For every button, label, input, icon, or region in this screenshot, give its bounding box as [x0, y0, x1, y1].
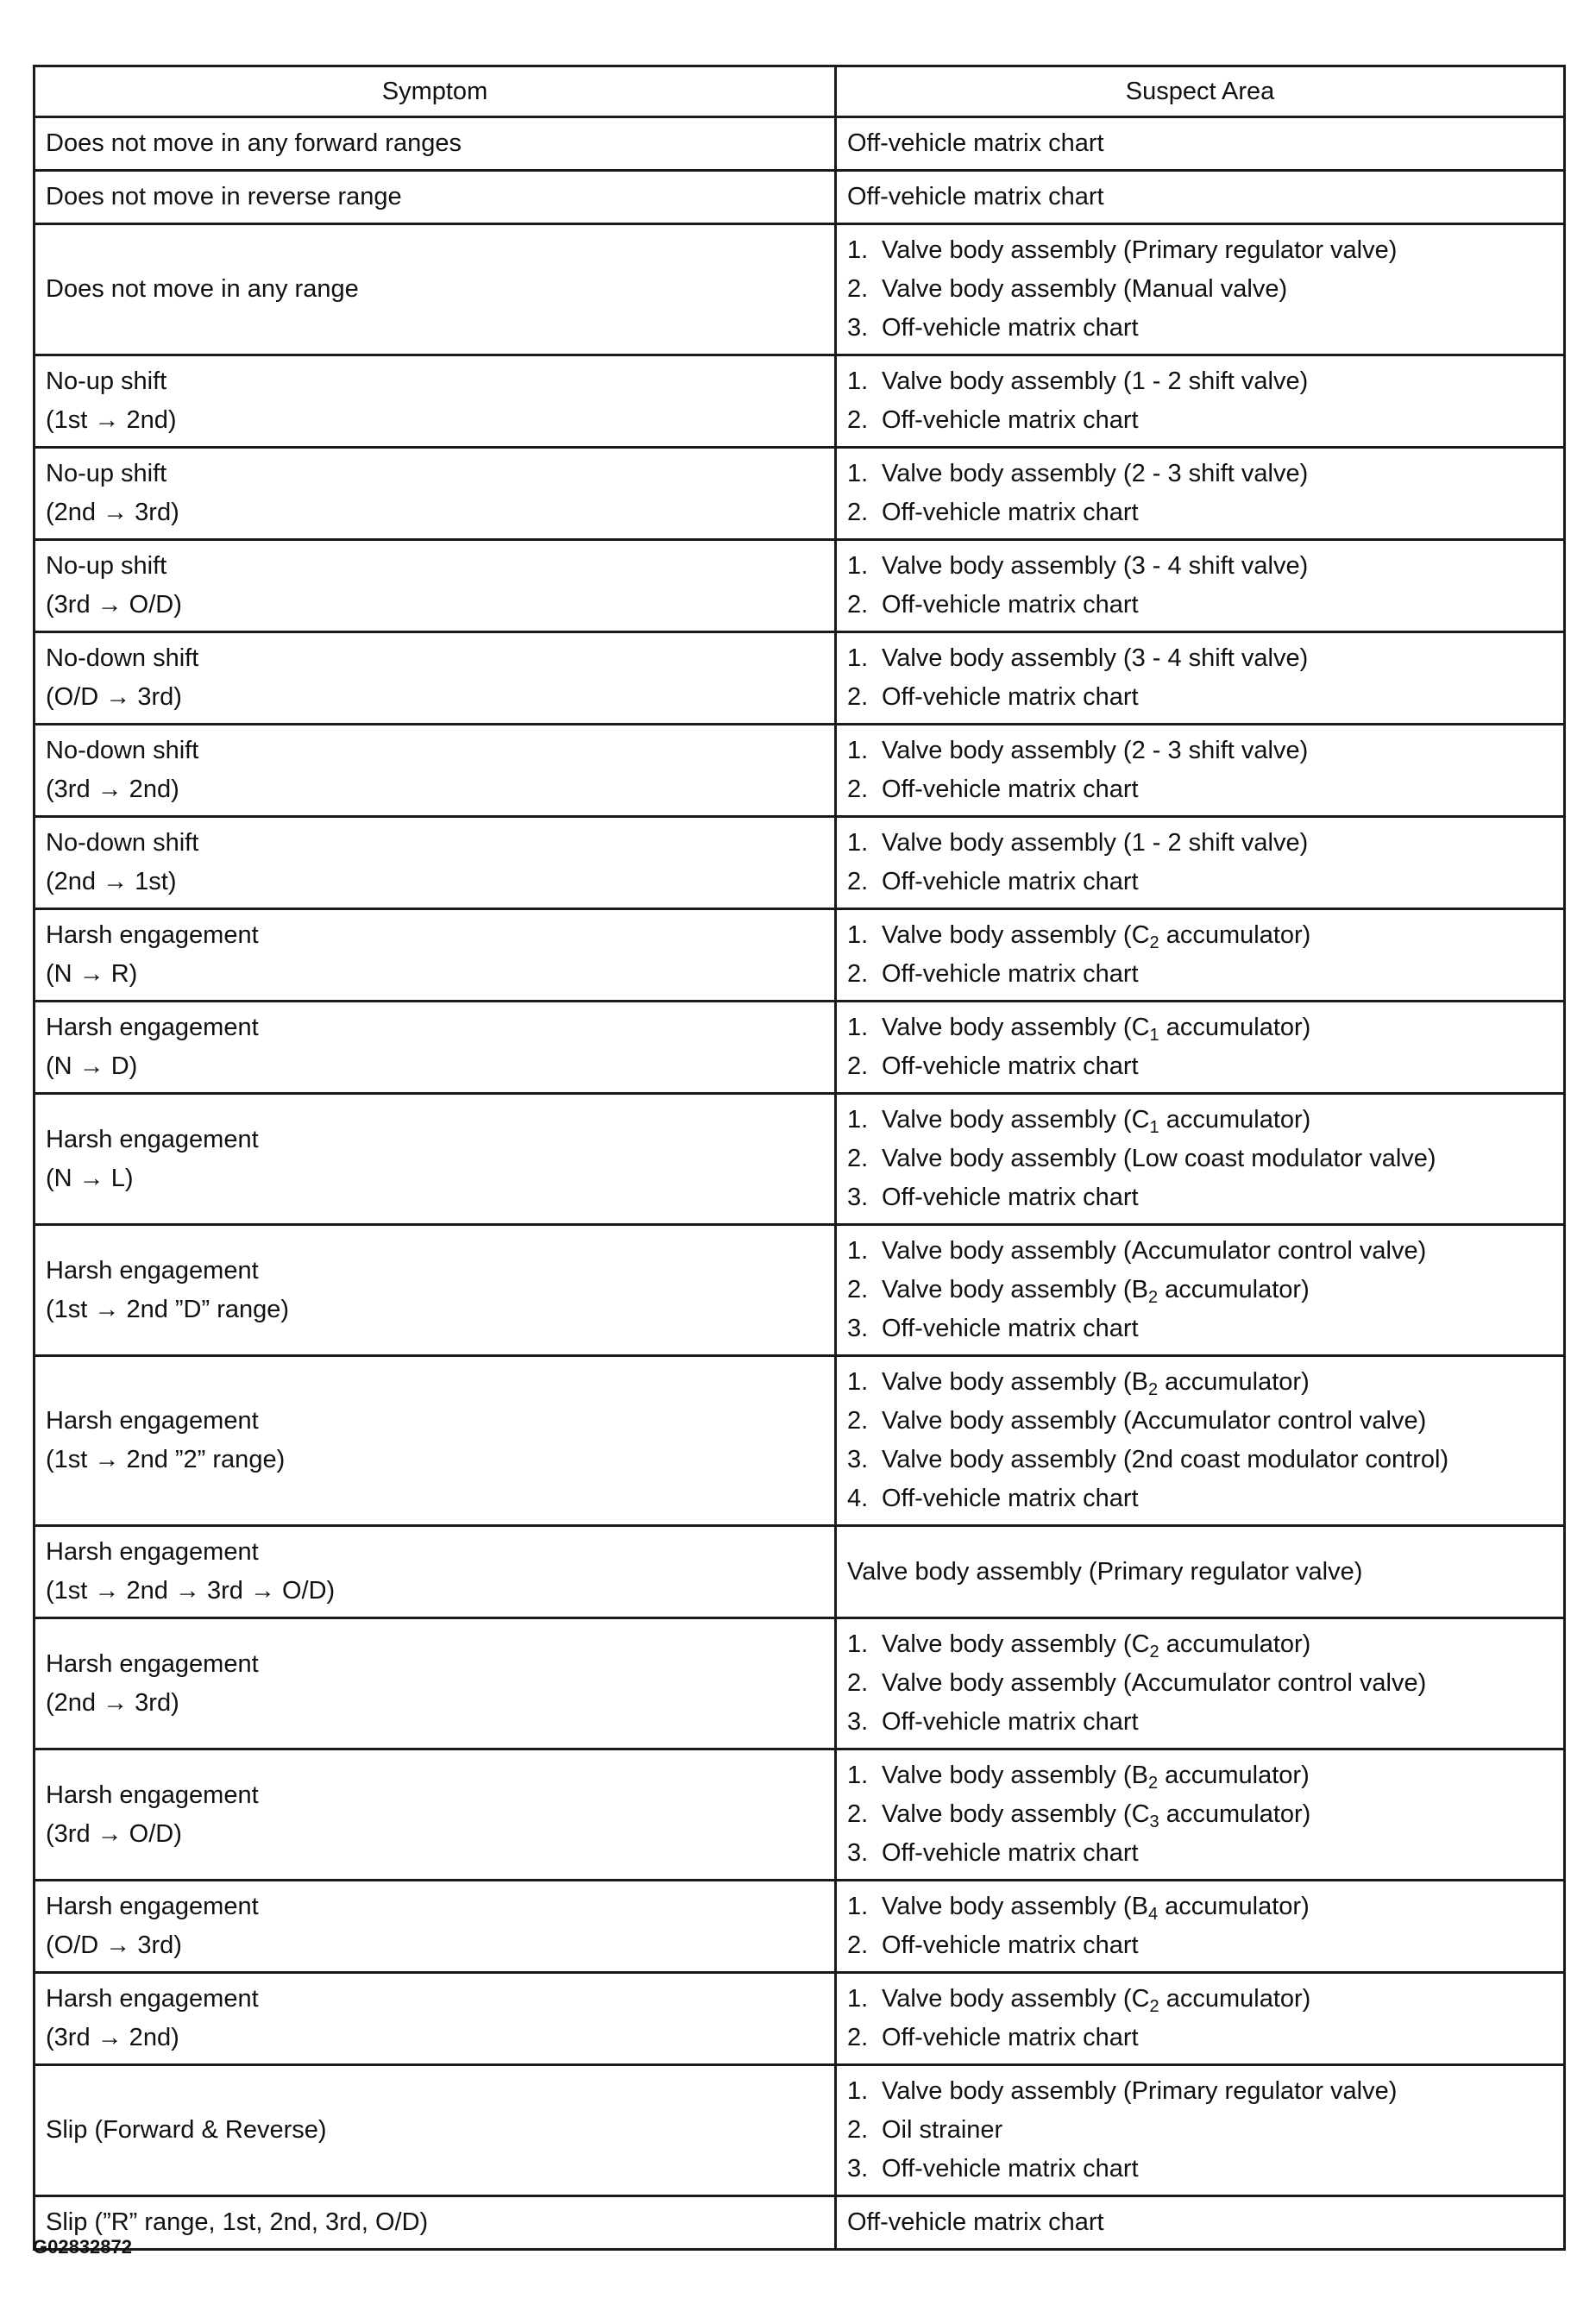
suspect-line	[847, 231, 1553, 270]
table-row	[35, 2065, 1565, 2196]
suspect-line	[847, 1047, 1553, 1086]
table-row	[35, 1225, 1565, 1356]
suspect-text: Off-vehicle matrix chart	[882, 776, 1139, 803]
symptom-line: Harsh engagement	[46, 921, 259, 949]
suspect-text: Valve body assembly (2nd coast modulator control)	[882, 1446, 1449, 1473]
suspect-text: Valve body assembly (C	[882, 1630, 1150, 1658]
symptom-line: Harsh engagement	[46, 1781, 259, 1809]
suspect-text: Off-vehicle matrix chart	[882, 683, 1139, 711]
table-row	[35, 1356, 1565, 1526]
suspect-text: Valve body assembly (2 - 3 shift valve)	[882, 460, 1309, 487]
symptom-line: No-down shift	[46, 829, 199, 857]
suspect-area-cell	[836, 1881, 1565, 1973]
suspect-text: Valve body assembly (1 - 2 shift valve)	[882, 829, 1309, 857]
symptom-cell	[35, 1225, 836, 1356]
suspect-number: 2.	[847, 1407, 869, 1435]
suspect-line	[847, 1178, 1553, 1217]
symptom-cell	[35, 1002, 836, 1094]
suspect-number: 2.	[847, 1800, 869, 1828]
suspect-number: 3.	[847, 1839, 869, 1867]
suspect-text: Off-vehicle matrix chart	[882, 406, 1139, 434]
suspect-number: 3.	[847, 1708, 869, 1736]
symptom-line: (O/D → 3rd)	[46, 683, 182, 711]
symptom-line: Harsh engagement	[46, 1407, 259, 1435]
suspect-line	[847, 2111, 1553, 2150]
suspect-number: 1.	[847, 1237, 869, 1265]
suspect-line	[847, 1101, 1553, 1140]
table-row	[35, 817, 1565, 909]
suspect-area-cell	[836, 1526, 1565, 1618]
suspect-line	[847, 1232, 1553, 1271]
suspect-number: 1.	[847, 1985, 869, 2013]
symptom-line: Harsh engagement	[46, 1256, 259, 1284]
suspect-area-cell	[836, 540, 1565, 632]
symptom-line: Does not move in any forward ranges	[46, 129, 462, 157]
suspect-number: 2.	[847, 499, 869, 526]
suspect-number: 2.	[847, 2116, 869, 2144]
suspect-text: Valve body assembly (C	[882, 1014, 1150, 1041]
suspect-line	[847, 493, 1553, 532]
suspect-line	[847, 1140, 1553, 1178]
symptom-line: (2nd → 3rd)	[46, 499, 179, 526]
suspect-line	[847, 1703, 1553, 1742]
suspect-area-cell	[836, 1356, 1565, 1526]
suspect-number: 3.	[847, 1446, 869, 1473]
suspect-text-end: accumulator)	[1158, 1368, 1310, 1396]
suspect-line	[847, 1479, 1553, 1518]
symptom-line: Harsh engagement	[46, 1125, 259, 1153]
suspect-line	[847, 455, 1553, 493]
suspect-text: Off-vehicle matrix chart	[882, 1184, 1139, 1211]
table-row	[35, 355, 1565, 448]
suspect-number: 1.	[847, 2077, 869, 2105]
suspect-area-cell	[836, 171, 1565, 224]
table-row	[35, 1618, 1565, 1749]
suspect-number: 1.	[847, 1893, 869, 1920]
subscript-number: 2	[1149, 1643, 1159, 1661]
suspect-line	[847, 309, 1553, 348]
suspect-area-cell	[836, 909, 1565, 1002]
suspect-text-end: accumulator)	[1159, 1630, 1311, 1658]
suspect-text: Valve body assembly (Primary regulator valve)	[847, 1557, 1363, 1586]
suspect-line	[847, 1980, 1553, 2019]
suspect-number: 1.	[847, 1630, 869, 1658]
suspect-number: 2.	[847, 406, 869, 434]
suspect-number: 1.	[847, 552, 869, 580]
suspect-text-end: accumulator)	[1159, 1014, 1311, 1041]
suspect-number: 1.	[847, 921, 869, 949]
suspect-line	[847, 401, 1553, 440]
symptom-line: No-up shift	[46, 367, 167, 395]
symptom-line: (3rd → O/D)	[46, 1819, 182, 1848]
suspect-text: Valve body assembly (B	[882, 1762, 1148, 1789]
symptom-line: (1st → 2nd ”2” range)	[46, 1446, 286, 1473]
suspect-line	[847, 1756, 1553, 1795]
symptom-line: Harsh engagement	[46, 1538, 259, 1566]
symptom-cell	[35, 224, 836, 355]
suspect-text: Valve body assembly (3 - 4 shift valve)	[882, 552, 1309, 580]
suspect-number: 3.	[847, 314, 869, 342]
suspect-text: Off-vehicle matrix chart	[882, 1315, 1139, 1342]
suspect-text-end: accumulator)	[1159, 1106, 1311, 1134]
suspect-number: 2.	[847, 1669, 869, 1697]
table-body	[35, 117, 1565, 2250]
suspect-text: Off-vehicle matrix chart	[882, 314, 1139, 342]
symptom-line: No-down shift	[46, 644, 199, 672]
suspect-text: Valve body assembly (C	[882, 1800, 1150, 1828]
suspect-text: Off-vehicle matrix chart	[882, 591, 1139, 619]
suspect-text: Valve body assembly (C	[882, 1985, 1150, 2013]
subscript-number: 2	[1149, 1997, 1159, 2016]
suspect-number: 2.	[847, 683, 869, 711]
suspect-text: Valve body assembly (B	[882, 1893, 1148, 1920]
suspect-number: 2.	[847, 868, 869, 895]
symptom-table	[33, 65, 1566, 2251]
suspect-area-cell	[836, 2196, 1565, 2250]
suspect-text: Off-vehicle matrix chart	[882, 1485, 1139, 1512]
suspect-text: Valve body assembly (2 - 3 shift valve)	[882, 737, 1309, 764]
suspect-text: Valve body assembly (B	[882, 1368, 1148, 1396]
table-row	[35, 224, 1565, 355]
symptom-line: Harsh engagement	[46, 1893, 259, 1920]
suspect-text: Valve body assembly (Accumulator control valve)	[882, 1407, 1427, 1435]
suspect-number: 1.	[847, 737, 869, 764]
symptom-line: (N → L)	[46, 1164, 134, 1192]
suspect-text: Valve body assembly (C	[882, 1106, 1150, 1134]
symptom-cell	[35, 1618, 836, 1749]
symptom-cell	[35, 1356, 836, 1526]
suspect-number: 2.	[847, 960, 869, 988]
table-row	[35, 725, 1565, 817]
suspect-area-cell	[836, 1094, 1565, 1225]
symptom-line: (3rd → O/D)	[46, 591, 182, 619]
symptom-cell	[35, 1881, 836, 1973]
symptom-line: No-up shift	[46, 552, 167, 580]
suspect-number: 4.	[847, 1485, 869, 1512]
suspect-area-cell	[836, 117, 1565, 171]
suspect-text: Off-vehicle matrix chart	[882, 1052, 1139, 1080]
table-row	[35, 117, 1565, 171]
table-row	[35, 540, 1565, 632]
symptom-line: (3rd → 2nd)	[46, 776, 179, 803]
symptom-cell	[35, 725, 836, 817]
suspect-text-end: accumulator)	[1159, 921, 1311, 949]
suspect-number: 1.	[847, 460, 869, 487]
suspect-text: Off-vehicle matrix chart	[847, 2208, 1104, 2236]
suspect-area-cell	[836, 1618, 1565, 1749]
suspect-text: Off-vehicle matrix chart	[882, 960, 1139, 988]
symptom-line: Harsh engagement	[46, 1985, 259, 2013]
suspect-line	[847, 124, 1553, 163]
suspect-area-cell	[836, 2065, 1565, 2196]
suspect-text: Off-vehicle matrix chart	[847, 129, 1104, 157]
suspect-number: 1.	[847, 1368, 869, 1396]
table-header-row	[35, 66, 1565, 117]
symptom-line: (1st → 2nd → 3rd → O/D)	[46, 1577, 336, 1605]
symptom-column-header: Symptom	[35, 66, 836, 117]
symptom-cell	[35, 1973, 836, 2065]
suspect-line	[847, 678, 1553, 717]
suspect-line	[847, 1402, 1553, 1441]
symptom-cell	[35, 1094, 836, 1225]
suspect-text-end: accumulator)	[1158, 1276, 1310, 1303]
suspect-area-cell	[836, 817, 1565, 909]
suspect-number: 2.	[847, 275, 869, 303]
suspect-text: Off-vehicle matrix chart	[882, 2155, 1139, 2183]
symptom-cell	[35, 355, 836, 448]
symptom-cell	[35, 2196, 836, 2250]
symptom-line: (3rd → 2nd)	[46, 2024, 179, 2051]
suspect-line	[847, 916, 1553, 955]
suspect-line	[847, 1664, 1553, 1703]
suspect-text: Oil strainer	[882, 2116, 1003, 2144]
suspect-area-cell	[836, 725, 1565, 817]
subscript-number: 4	[1147, 1905, 1159, 1924]
symptom-cell	[35, 2065, 836, 2196]
symptom-line: (1st → 2nd)	[46, 406, 177, 434]
table-row	[35, 1002, 1565, 1094]
suspect-text: Valve body assembly (3 - 4 shift valve)	[882, 644, 1309, 672]
symptom-cell	[35, 909, 836, 1002]
symptom-line: No-down shift	[46, 737, 199, 764]
suspect-line	[847, 1625, 1553, 1664]
symptom-line: No-up shift	[46, 460, 167, 487]
suspect-line	[847, 1834, 1553, 1873]
suspect-text: Valve body assembly (Primary regulator valve)	[882, 2077, 1398, 2105]
suspect-text: Valve body assembly (C	[882, 921, 1150, 949]
suspect-number: 2.	[847, 776, 869, 803]
suspect-number: 2.	[847, 1052, 869, 1080]
suspect-text-end: accumulator)	[1159, 1985, 1311, 2013]
suspect-line	[847, 2072, 1553, 2111]
suspect-line	[847, 2019, 1553, 2057]
suspect-line	[847, 1795, 1553, 1834]
symptom-cell	[35, 632, 836, 725]
suspect-area-cell	[836, 1002, 1565, 1094]
suspect-text: Off-vehicle matrix chart	[847, 183, 1104, 210]
suspect-line	[847, 547, 1553, 586]
table-row	[35, 1881, 1565, 1973]
suspect-text: Valve body assembly (Accumulator control valve)	[882, 1669, 1427, 1697]
symptom-line: (2nd → 3rd)	[46, 1688, 179, 1717]
symptom-cell	[35, 117, 836, 171]
suspect-number: 1.	[847, 1014, 869, 1041]
suspect-text: Valve body assembly (B	[882, 1276, 1148, 1303]
subscript-number: 1	[1149, 1026, 1159, 1045]
suspect-number: 1.	[847, 236, 869, 264]
suspect-line	[847, 362, 1553, 401]
suspect-number: 1.	[847, 644, 869, 672]
suspect-number: 3.	[847, 2155, 869, 2183]
suspect-number: 1.	[847, 1762, 869, 1789]
symptom-cell	[35, 1526, 836, 1618]
table-row	[35, 1973, 1565, 2065]
suspect-area-column-header: Suspect Area	[836, 66, 1565, 117]
subscript-number: 3	[1149, 1812, 1159, 1831]
suspect-line	[847, 1310, 1553, 1348]
symptom-line: Harsh engagement	[46, 1649, 259, 1678]
table-row	[35, 448, 1565, 540]
symptom-cell	[35, 1749, 836, 1881]
table-row	[35, 171, 1565, 224]
suspect-number: 1.	[847, 829, 869, 857]
table-row	[35, 1749, 1565, 1881]
subscript-number: 2	[1147, 1380, 1159, 1399]
suspect-text: Valve body assembly (Accumulator control valve)	[882, 1237, 1427, 1265]
suspect-line	[847, 863, 1553, 901]
suspect-line	[847, 639, 1553, 678]
suspect-number: 2.	[847, 591, 869, 619]
suspect-number: 1.	[847, 1106, 869, 1134]
suspect-line	[847, 1008, 1553, 1047]
symptom-line: (O/D → 3rd)	[46, 1931, 182, 1959]
suspect-line	[847, 824, 1553, 863]
symptom-line: (2nd → 1st)	[46, 868, 177, 895]
suspect-line	[847, 1363, 1553, 1402]
symptom-cell	[35, 540, 836, 632]
suspect-line	[847, 1926, 1553, 1965]
table-row	[35, 2196, 1565, 2250]
figure-id: G02832872	[33, 2236, 132, 2258]
suspect-text-end: accumulator)	[1159, 1800, 1311, 1828]
suspect-area-cell	[836, 224, 1565, 355]
suspect-line	[847, 586, 1553, 625]
symptom-line: (N → R)	[46, 960, 138, 988]
symptom-line: Slip (”R” range, 1st, 2nd, 3rd, O/D)	[46, 2208, 429, 2236]
suspect-line	[847, 732, 1553, 770]
symptom-line: Does not move in reverse range	[46, 183, 402, 210]
symptom-line: (1st → 2nd ”D” range)	[46, 1295, 290, 1323]
suspect-line	[847, 2203, 1553, 2242]
suspect-text: Off-vehicle matrix chart	[882, 1708, 1139, 1736]
suspect-line	[847, 270, 1553, 309]
suspect-text-end: accumulator)	[1158, 1762, 1310, 1789]
suspect-line	[847, 178, 1553, 217]
suspect-text: Valve body assembly (Low coast modulator valve)	[882, 1145, 1436, 1172]
suspect-area-cell	[836, 1749, 1565, 1881]
suspect-text: Valve body assembly (Primary regulator valve)	[882, 236, 1398, 264]
suspect-line	[847, 1271, 1553, 1310]
table-row	[35, 909, 1565, 1002]
subscript-number: 2	[1147, 1774, 1159, 1793]
symptom-cell	[35, 817, 836, 909]
suspect-number: 1.	[847, 367, 869, 395]
suspect-text: Off-vehicle matrix chart	[882, 1931, 1139, 1959]
suspect-text: Off-vehicle matrix chart	[882, 2024, 1139, 2051]
suspect-text: Off-vehicle matrix chart	[882, 868, 1139, 895]
symptom-cell	[35, 448, 836, 540]
table-row	[35, 1094, 1565, 1225]
suspect-number: 3.	[847, 1184, 869, 1211]
symptom-line: Does not move in any range	[46, 275, 359, 303]
symptom-line: Slip (Forward & Reverse)	[46, 2116, 327, 2144]
suspect-text: Off-vehicle matrix chart	[882, 499, 1139, 526]
suspect-number: 2.	[847, 2024, 869, 2051]
subscript-number: 1	[1149, 1118, 1159, 1137]
suspect-line	[847, 1553, 1553, 1592]
suspect-line	[847, 1887, 1553, 1926]
suspect-text: Valve body assembly (Manual valve)	[882, 275, 1288, 303]
symptom-line: Harsh engagement	[46, 1014, 259, 1041]
suspect-number: 3.	[847, 1315, 869, 1342]
subscript-number: 2	[1149, 933, 1159, 952]
suspect-text: Off-vehicle matrix chart	[882, 1839, 1139, 1867]
suspect-area-cell	[836, 355, 1565, 448]
suspect-line	[847, 955, 1553, 994]
symptom-cell	[35, 171, 836, 224]
suspect-line	[847, 770, 1553, 809]
suspect-line	[847, 1441, 1553, 1479]
suspect-number: 2.	[847, 1276, 869, 1303]
subscript-number: 2	[1147, 1288, 1159, 1307]
suspect-number: 2.	[847, 1931, 869, 1959]
table-row	[35, 1526, 1565, 1618]
suspect-number: 2.	[847, 1145, 869, 1172]
suspect-text: Valve body assembly (1 - 2 shift valve)	[882, 367, 1309, 395]
suspect-area-cell	[836, 448, 1565, 540]
suspect-line	[847, 2150, 1553, 2189]
suspect-area-cell	[836, 1973, 1565, 2065]
suspect-text-end: accumulator)	[1158, 1893, 1310, 1920]
table-row	[35, 632, 1565, 725]
suspect-area-cell	[836, 632, 1565, 725]
suspect-area-cell	[836, 1225, 1565, 1356]
symptom-line: (N → D)	[46, 1052, 138, 1080]
